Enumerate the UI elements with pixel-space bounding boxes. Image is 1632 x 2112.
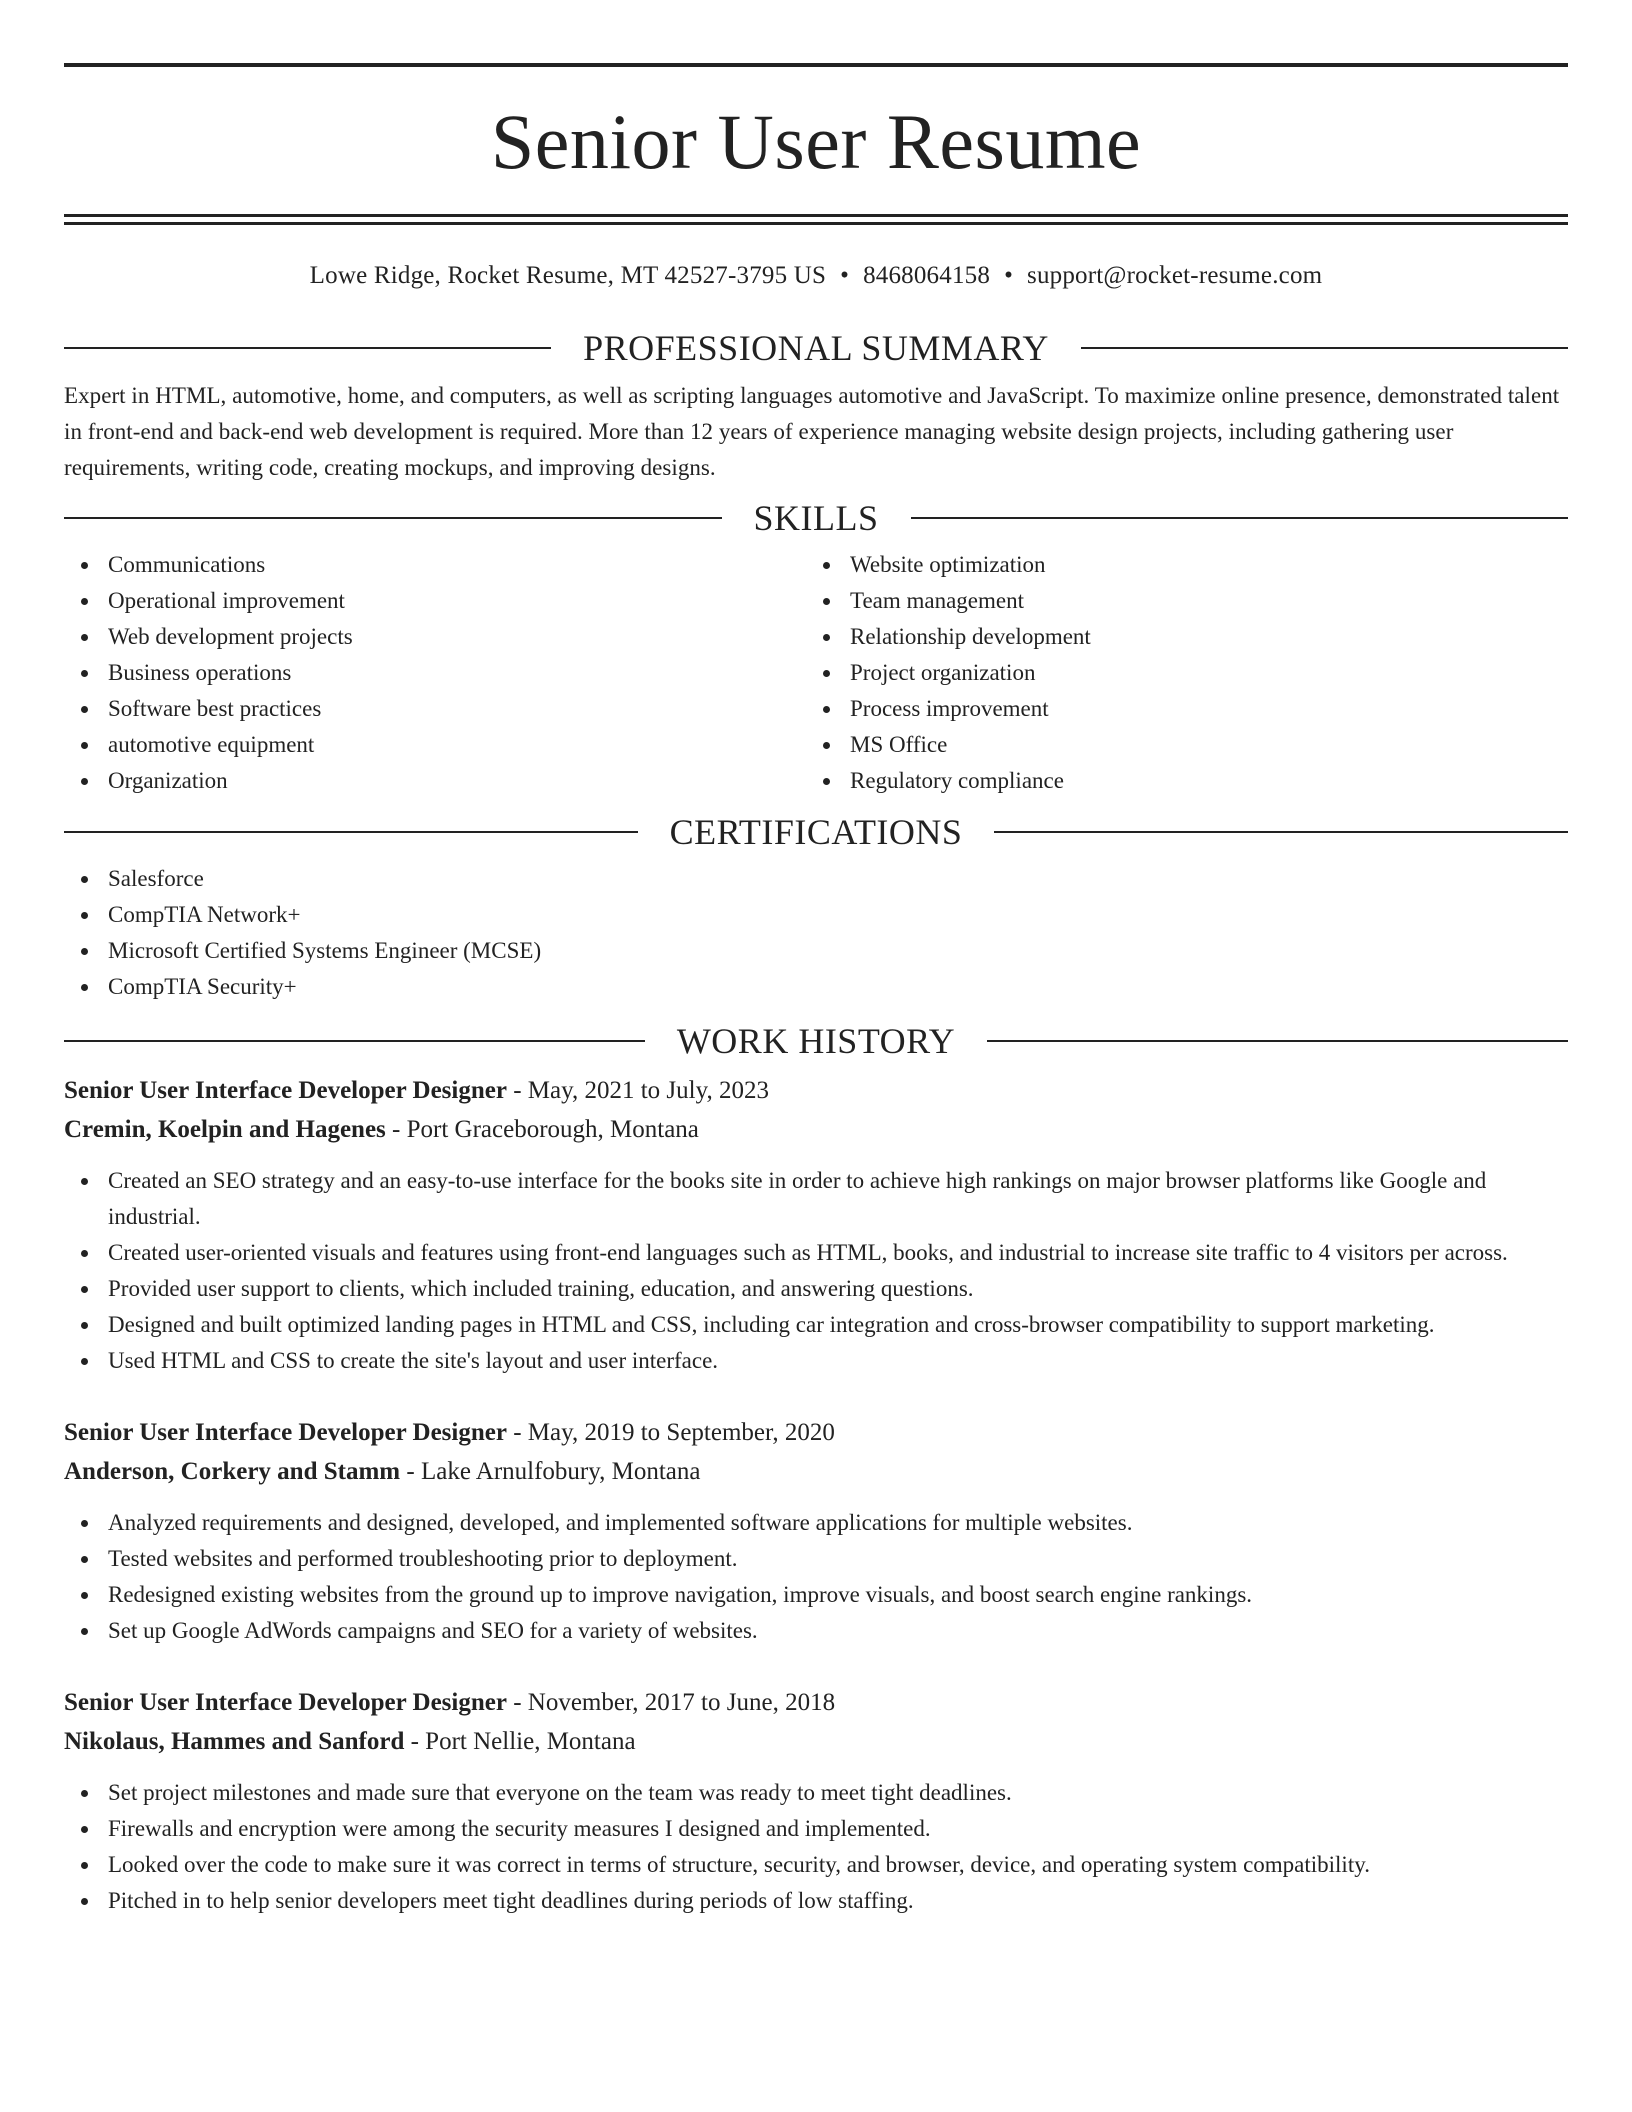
skills-section-title: SKILLS bbox=[753, 498, 879, 538]
job-bullet: Created user-oriented visuals and features using front-end languages such as HTML, books, and industrial to increase site traffic to 4 visitors per across. bbox=[64, 1235, 1568, 1271]
skills-list-left bbox=[64, 547, 806, 799]
work-history-list bbox=[64, 1071, 1568, 1919]
skill-item: Team management bbox=[806, 583, 1548, 619]
skill-item: MS Office bbox=[806, 727, 1548, 763]
contact-separator: • bbox=[840, 262, 850, 289]
job-company: Cremin, Koelpin and Hagenes bbox=[64, 1116, 386, 1143]
certifications-list bbox=[64, 861, 1568, 1005]
summary-section-header bbox=[64, 328, 1568, 368]
resume-page bbox=[64, 0, 1568, 1919]
section-divider-line bbox=[64, 347, 551, 349]
job-dates: - November, 2017 to June, 2018 bbox=[506, 1689, 836, 1716]
job-bullet: Redesigned existing websites from the ground up to improve navigation, improve visuals, and boost search engine rankings. bbox=[64, 1577, 1568, 1613]
job-bullet: Set up Google AdWords campaigns and SEO for a variety of websites. bbox=[64, 1613, 1568, 1649]
summary-paragraph: Expert in HTML, automotive, home, and computers, as well as scripting languages automotive and JavaScript. To maximize online presence, demonstrated talent in front-end and back-end web development is required. More than 12 years of experience managing website design projects, including gathering user requirements, writing code, creating mockups, and improving designs. bbox=[64, 383, 1560, 480]
contact-line bbox=[64, 261, 1568, 291]
job-location: - Lake Arnulfobury, Montana bbox=[400, 1458, 701, 1485]
header-double-rule bbox=[64, 214, 1568, 225]
job-company-line bbox=[64, 1722, 1568, 1761]
job-title: Senior User Interface Developer Designer bbox=[64, 1689, 507, 1716]
job-company: Nikolaus, Hammes and Sanford bbox=[64, 1728, 405, 1755]
job-bullet: Tested websites and performed troubleshooting prior to deployment. bbox=[64, 1541, 1568, 1577]
job-company: Anderson, Corkery and Stamm bbox=[64, 1458, 401, 1485]
job-bullet-list bbox=[64, 1775, 1568, 1919]
contact-email: support@rocket-resume.com bbox=[1027, 262, 1323, 289]
job-bullet: Provided user support to clients, which included training, education, and answering questions. bbox=[64, 1271, 1568, 1307]
section-divider-line bbox=[64, 517, 722, 519]
section-divider-line bbox=[911, 517, 1569, 519]
work-section-title: WORK HISTORY bbox=[676, 1021, 956, 1061]
skills-section-header bbox=[64, 498, 1568, 538]
job-dates: - May, 2019 to September, 2020 bbox=[506, 1419, 835, 1446]
skill-item: Business operations bbox=[64, 655, 806, 691]
job-location: - Port Graceborough, Montana bbox=[385, 1116, 699, 1143]
job-entry bbox=[64, 1071, 1568, 1379]
skill-item: Process improvement bbox=[806, 691, 1548, 727]
job-title: Senior User Interface Developer Designer bbox=[64, 1419, 507, 1446]
job-bullet: Set project milestones and made sure that everyone on the team was ready to meet tight deadlines. bbox=[64, 1775, 1568, 1811]
section-divider-line bbox=[987, 1040, 1568, 1042]
skill-item: Organization bbox=[64, 763, 806, 799]
skills-list-right bbox=[806, 547, 1548, 799]
job-dates: - May, 2021 to July, 2023 bbox=[506, 1077, 769, 1104]
skill-item: Website optimization bbox=[806, 547, 1548, 583]
job-title: Senior User Interface Developer Designer bbox=[64, 1077, 507, 1104]
job-entry bbox=[64, 1413, 1568, 1649]
certifications-section-header bbox=[64, 812, 1568, 852]
job-bullet: Pitched in to help senior developers meet tight deadlines during periods of low staffing. bbox=[64, 1883, 1568, 1919]
job-title-line bbox=[64, 1683, 1568, 1722]
certification-item: CompTIA Security+ bbox=[64, 969, 1568, 1005]
job-bullet: Analyzed requirements and designed, developed, and implemented software applications for multiple websites. bbox=[64, 1505, 1568, 1541]
job-entry bbox=[64, 1683, 1568, 1919]
skills-columns bbox=[64, 547, 1568, 799]
job-bullet: Designed and built optimized landing pages in HTML and CSS, including car integration and cross-browser compatibility to support marketing. bbox=[64, 1307, 1568, 1343]
job-location: - Port Nellie, Montana bbox=[404, 1728, 636, 1755]
certifications-section-title: CERTIFICATIONS bbox=[669, 812, 963, 852]
skill-item: Web development projects bbox=[64, 619, 806, 655]
work-section-header bbox=[64, 1021, 1568, 1061]
job-company-line bbox=[64, 1110, 1568, 1149]
contact-phone: 8468064158 bbox=[863, 262, 991, 289]
section-divider-line bbox=[1081, 347, 1568, 349]
job-title-line bbox=[64, 1413, 1568, 1452]
skill-item: automotive equipment bbox=[64, 727, 806, 763]
skill-item: Operational improvement bbox=[64, 583, 806, 619]
skill-item: Regulatory compliance bbox=[806, 763, 1548, 799]
job-company-line bbox=[64, 1452, 1568, 1491]
summary-section-title: PROFESSIONAL SUMMARY bbox=[583, 328, 1049, 368]
skill-item: Project organization bbox=[806, 655, 1548, 691]
job-bullet: Used HTML and CSS to create the site's layout and user interface. bbox=[64, 1343, 1568, 1379]
skill-item: Relationship development bbox=[806, 619, 1548, 655]
job-bullet: Looked over the code to make sure it was correct in terms of structure, security, and browser, device, and operating system compatibility. bbox=[64, 1847, 1568, 1883]
skill-item: Communications bbox=[64, 547, 806, 583]
section-divider-line bbox=[64, 831, 638, 833]
certification-item: Salesforce bbox=[64, 861, 1568, 897]
certification-item: CompTIA Network+ bbox=[64, 897, 1568, 933]
section-divider-line bbox=[994, 831, 1568, 833]
job-bullet-list bbox=[64, 1505, 1568, 1649]
job-bullet: Created an SEO strategy and an easy-to-use interface for the books site in order to achieve high rankings on major browser platforms like Google and industrial. bbox=[64, 1163, 1568, 1235]
job-title-line bbox=[64, 1071, 1568, 1110]
job-bullet-list bbox=[64, 1163, 1568, 1379]
section-divider-line bbox=[64, 1040, 645, 1042]
contact-separator: • bbox=[1004, 262, 1014, 289]
resume-name: Senior User Resume bbox=[490, 98, 1142, 185]
skill-item: Software best practices bbox=[64, 691, 806, 727]
certification-item: Microsoft Certified Systems Engineer (MCSE) bbox=[64, 933, 1568, 969]
contact-address: Lowe Ridge, Rocket Resume, MT 42527-3795 US bbox=[309, 262, 827, 289]
job-bullet: Firewalls and encryption were among the security measures I designed and implemented. bbox=[64, 1811, 1568, 1847]
